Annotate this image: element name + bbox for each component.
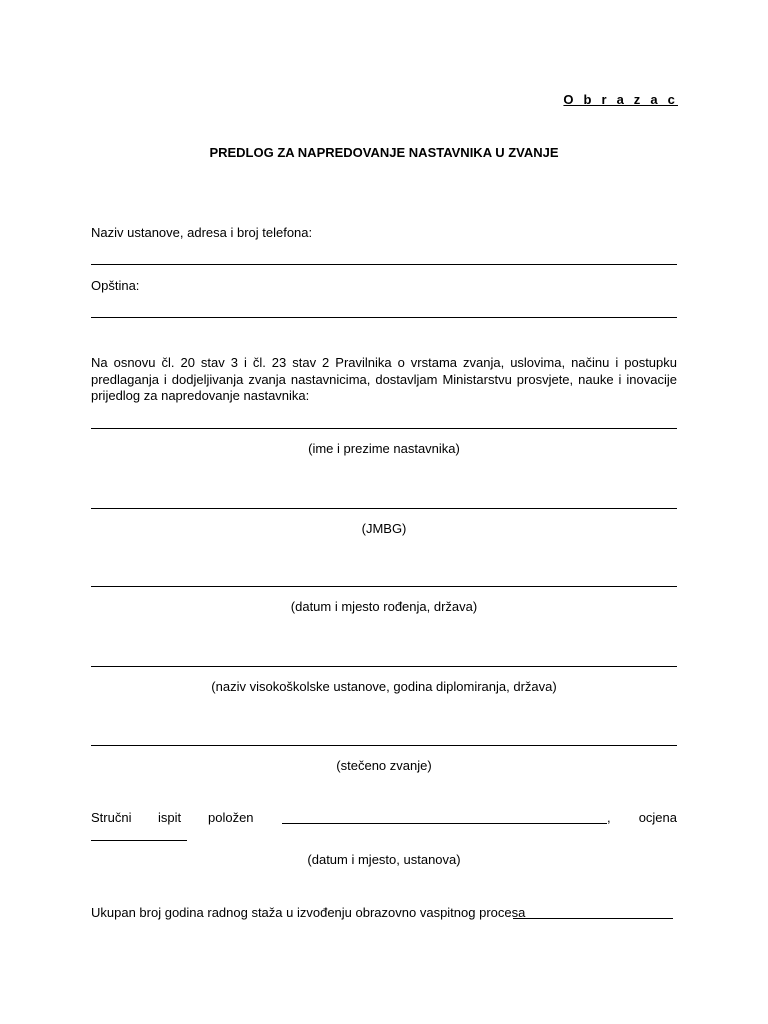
exam-word-polozen: položen — [208, 810, 254, 825]
teacher-name-caption: (ime i prezime nastavnika) — [308, 441, 460, 456]
exam-place-caption: (datum i mjesto, ustanova) — [307, 852, 461, 867]
earned-title-blank-line[interactable] — [91, 745, 677, 746]
university-blank-line[interactable] — [91, 666, 677, 667]
exam-row — [91, 810, 677, 826]
institution-blank-line[interactable] — [91, 264, 677, 265]
municipality-label: Opština: — [91, 278, 140, 293]
form-label: O b r a z a c — [563, 92, 678, 107]
exam-word-strucni: Stručni — [91, 810, 132, 825]
grade-blank-line[interactable] — [91, 840, 187, 841]
grade-label: ocjena — [638, 810, 677, 825]
exam-blank-line[interactable] — [282, 823, 607, 824]
birth-blank-line[interactable] — [91, 586, 677, 587]
institution-label: Naziv ustanove, adresa i broj telefona: — [91, 225, 313, 240]
teacher-name-blank-line[interactable] — [91, 428, 677, 429]
earned-title-caption: (stečeno zvanje) — [336, 758, 432, 773]
intro-paragraph: Na osnovu čl. 20 stav 3 i čl. 23 stav 2 Pravilnika o vrstama zvanja, uslovima, načinu i postupku predlaganja i dodjeljivanja zvanja nastavnicima, dostavljam Ministarstvu prosvjete, nauke i inovacije prijedlog za napredovanje nastavnika: — [91, 355, 677, 403]
university-caption: (naziv visokoškolske ustanove, godina diplomiranja, država) — [211, 679, 557, 694]
jmbg-blank-line[interactable] — [91, 508, 677, 509]
birth-caption: (datum i mjesto rođenja, država) — [290, 599, 478, 614]
document-title: PREDLOG ZA NAPREDOVANJE NASTAVNIKA U ZVANJE — [209, 145, 559, 160]
experience-blank-line[interactable] — [513, 918, 673, 919]
jmbg-caption: (JMBG) — [361, 521, 407, 536]
exam-word-ispit: ispit — [158, 810, 182, 825]
municipality-blank-line[interactable] — [91, 317, 677, 318]
experience-label: Ukupan broj godina radnog staža u izvođenju obrazovno vaspitnog procesa — [91, 905, 526, 920]
exam-comma: , — [607, 810, 611, 825]
